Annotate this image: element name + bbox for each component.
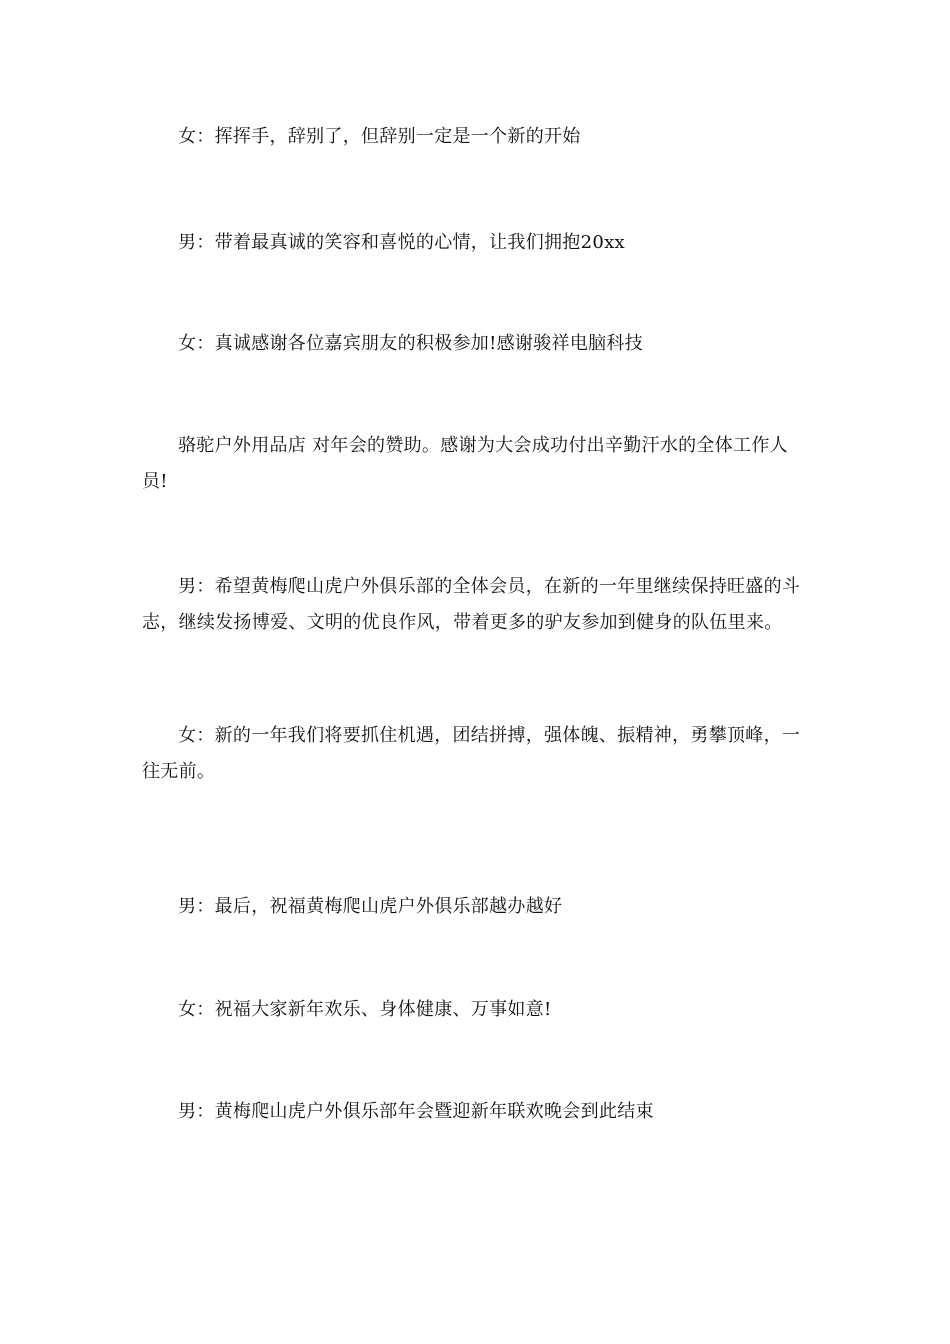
script-line-female-farewell: 女：挥挥手，辞别了，但辞别一定是一个新的开始: [178, 126, 581, 147]
script-line-sponsor-thanks: 骆驼户外用品店 对年会的赞助。感谢为大会成功付出辛勤汗水的全体工作人员!: [142, 435, 788, 492]
script-line-male-blessing: 男：最后，祝福黄梅爬山虎户外俱乐部越办越好: [178, 896, 563, 917]
script-line-male-embrace: 男：带着最真诚的笑容和喜悦的心情，让我们拥抱20xx: [178, 232, 626, 253]
script-line-female-new-year: 女：新的一年我们将要抓住机遇，团结拼搏，强体魄、振精神，勇攀顶峰，一往无前。: [142, 725, 801, 782]
script-line-male-hope: 男：希望黄梅爬山虎户外俱乐部的全体会员，在新的一年里继续保持旺盛的斗志，继续发扬博爱、文明的优良作风，带着更多的驴友参加到健身的队伍里来。: [142, 576, 801, 633]
script-line-male-closing: 男：黄梅爬山虎户外俱乐部年会暨迎新年联欢晚会到此结束: [178, 1101, 654, 1122]
script-line-female-wishes: 女：祝福大家新年欢乐、身体健康、万事如意!: [178, 999, 552, 1020]
script-line-female-thanks: 女：真诚感谢各位嘉宾朋友的积极参加!感谢骏祥电脑科技: [178, 333, 644, 354]
